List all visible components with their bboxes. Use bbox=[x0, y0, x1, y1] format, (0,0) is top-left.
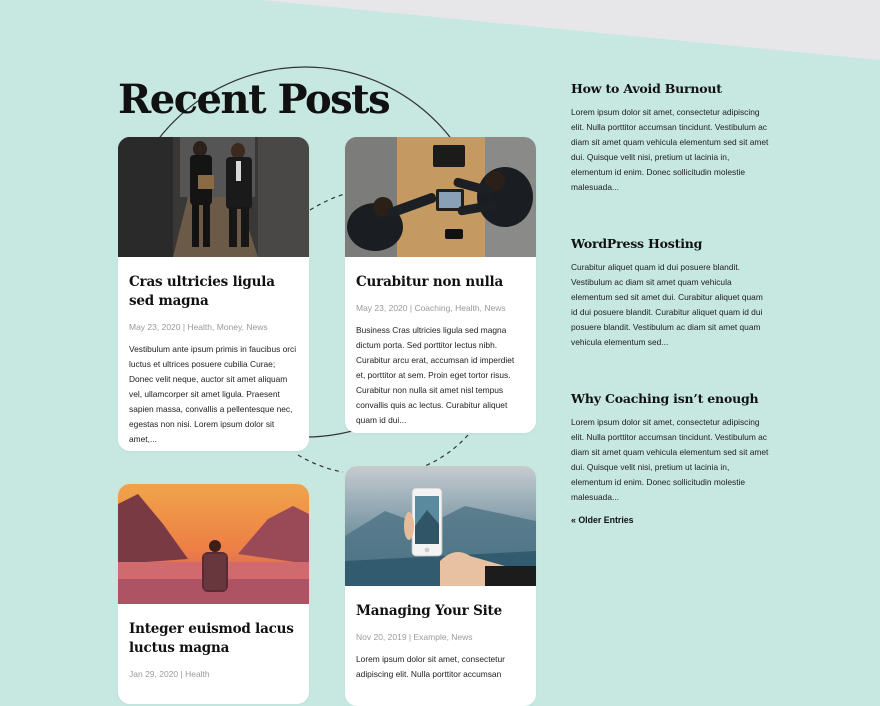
sidebar-recent-posts bbox=[571, 80, 771, 545]
sidebar-post-excerpt: Curabitur aliquet quam id dui posuere blandit. Vestibulum ac diam sit amet quam vehicula elementum sed sit amet dui. Curabitur aliquet quam id dui posuere blandit. Curabitur aliquet quam id dui posuere blandit. Vestibulum ac diam sit amet quam vehicula elementum sed... bbox=[571, 262, 763, 347]
post-card[interactable] bbox=[345, 466, 536, 706]
post-image-businessmen[interactable] bbox=[118, 137, 309, 257]
sidebar-post-title[interactable]: WordPress Hosting bbox=[571, 236, 703, 251]
post-meta: Nov 20, 2019 | Example, News bbox=[356, 632, 473, 642]
post-image-sunset[interactable] bbox=[118, 484, 309, 604]
sidebar-post-excerpt: Lorem ipsum dolor sit amet, consectetur adipiscing elit. Nulla porttitor accumsan tincidunt. Vestibulum ac diam sit amet quam vehicula elementum sed sit amet dui. Quisque velit nisi, pretium ut lacinia in, elementum id enim. Donec sollicitudin molestie malesuada... bbox=[571, 107, 769, 192]
post-excerpt: Business Cras ultricies ligula sed magna dictum porta. Sed porttitor lectus nibh. Curabitur arcu erat, accumsan id imperdiet et, porttitor at sem. Proin eget tortor risus. Curabitur non nulla sit amet nisl tempus convallis quis ac lectus. Curabitur aliquet quam id dui... bbox=[356, 325, 515, 425]
post-title[interactable]: Managing Your Site bbox=[356, 603, 502, 619]
post-card[interactable] bbox=[345, 137, 536, 433]
dashed-connector-3 bbox=[425, 435, 468, 466]
page-title: Recent Posts bbox=[118, 76, 390, 123]
post-card[interactable] bbox=[118, 484, 309, 704]
post-image-meeting[interactable] bbox=[345, 137, 536, 257]
sidebar-post-title[interactable]: Why Coaching isn’t enough bbox=[571, 391, 759, 406]
post-meta: May 23, 2020 | Health, Money, News bbox=[129, 322, 268, 332]
post-card[interactable] bbox=[118, 137, 309, 451]
post-title[interactable]: Cras ultricies ligula sed magna bbox=[129, 274, 275, 309]
post-title[interactable]: Integer euismod lacus luctus magna bbox=[129, 621, 294, 656]
dashed-connector-2 bbox=[298, 455, 343, 472]
sidebar-post-title[interactable]: How to Avoid Burnout bbox=[571, 81, 722, 96]
post-meta: May 23, 2020 | Coaching, Health, News bbox=[356, 303, 506, 313]
sidebar-post bbox=[571, 390, 771, 505]
top-band-shape bbox=[260, 0, 880, 60]
post-image-phone[interactable] bbox=[345, 466, 536, 586]
post-excerpt: Vestibulum ante ipsum primis in faucibus orci luctus et ultrices posuere cubilia Curae; Donec velit neque, auctor sit amet aliquam vel, ullamcorper sit amet ligula. Praesent sapien massa, convallis a pellentesque nec, egestas non nisi. Lorem ipsum dolor sit amet,... bbox=[129, 344, 297, 444]
sidebar-post-excerpt: Lorem ipsum dolor sit amet, consectetur adipiscing elit. Nulla porttitor accumsan tincidunt. Vestibulum ac diam sit amet quam vehicula elementum sed sit amet dui. Quisque velit nisi, pretium ut lacinia in, elementum id enim. Donec sollicitudin molestie malesuada... bbox=[571, 417, 769, 502]
sidebar-post bbox=[571, 80, 771, 195]
post-meta: Jan 29, 2020 | Health bbox=[129, 669, 210, 679]
dashed-connector-1 bbox=[310, 194, 345, 210]
sidebar-post bbox=[571, 235, 771, 350]
post-excerpt: Lorem ipsum dolor sit amet, consectetur adipiscing elit. Nulla porttitor accumsan bbox=[356, 654, 505, 679]
post-title[interactable]: Curabitur non nulla bbox=[356, 274, 504, 290]
older-entries-link[interactable]: « Older Entries bbox=[571, 515, 634, 525]
